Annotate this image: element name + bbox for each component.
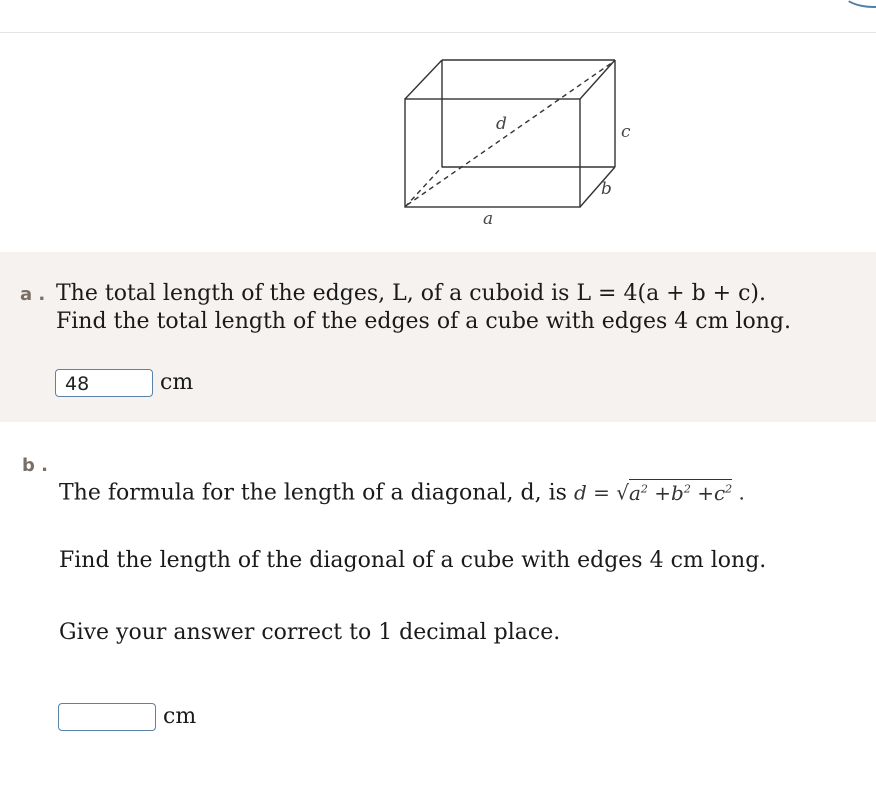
radicand-a: a (628, 480, 641, 505)
cuboid-figure (0, 33, 876, 251)
part-b-line2: Find the length of the diagonal of a cube with edges 4 cm long. (59, 548, 767, 573)
label-d: d (496, 114, 507, 134)
part-a-answer-input[interactable]: 48 (55, 369, 153, 397)
formula-lhs: d = (573, 480, 610, 505)
front-face (405, 99, 580, 207)
exp-c: 2 (725, 482, 733, 495)
part-a-unit: cm (160, 370, 194, 395)
connector-bottom-left-hidden (405, 167, 442, 207)
plus-1: + (647, 480, 672, 505)
part-a-line2: Find the total length of the edges of a cube with edges 4 cm long. (56, 309, 791, 334)
formula-end: . (732, 480, 745, 505)
part-b-letter: b . (22, 455, 48, 476)
corner-decoration (842, 0, 876, 8)
radicand-b: b (671, 480, 684, 505)
part-a-line1: The total length of the edges, L, of a cuboid is L = 4(a + b + c). (56, 281, 767, 306)
part-b-line3: Give your answer correct to 1 decimal place. (59, 620, 561, 645)
part-b-line1-text: The formula for the length of a diagonal, d, is (59, 480, 567, 506)
exp-b: 2 (683, 482, 691, 495)
radicand-c: c (713, 480, 726, 505)
part-b-unit: cm (163, 704, 197, 729)
label-a: a (483, 209, 494, 229)
exp-a: 2 (640, 482, 648, 495)
part-b-line1 (59, 475, 745, 508)
connector-top-right (580, 60, 615, 99)
space-diagonal (407, 62, 613, 205)
part-b-answer-input[interactable] (58, 703, 156, 731)
diagonal-formula (574, 479, 745, 505)
cuboid-diagram (0, 33, 876, 251)
formula-radicand (629, 479, 732, 505)
sqrt-symbol: √ (616, 480, 629, 505)
connector-top-left (405, 60, 442, 99)
label-c: c (621, 122, 631, 142)
part-a-letter: a . (20, 284, 46, 305)
part-a-section (0, 252, 876, 422)
plus-2: + (690, 480, 714, 505)
label-b: b (601, 179, 612, 199)
